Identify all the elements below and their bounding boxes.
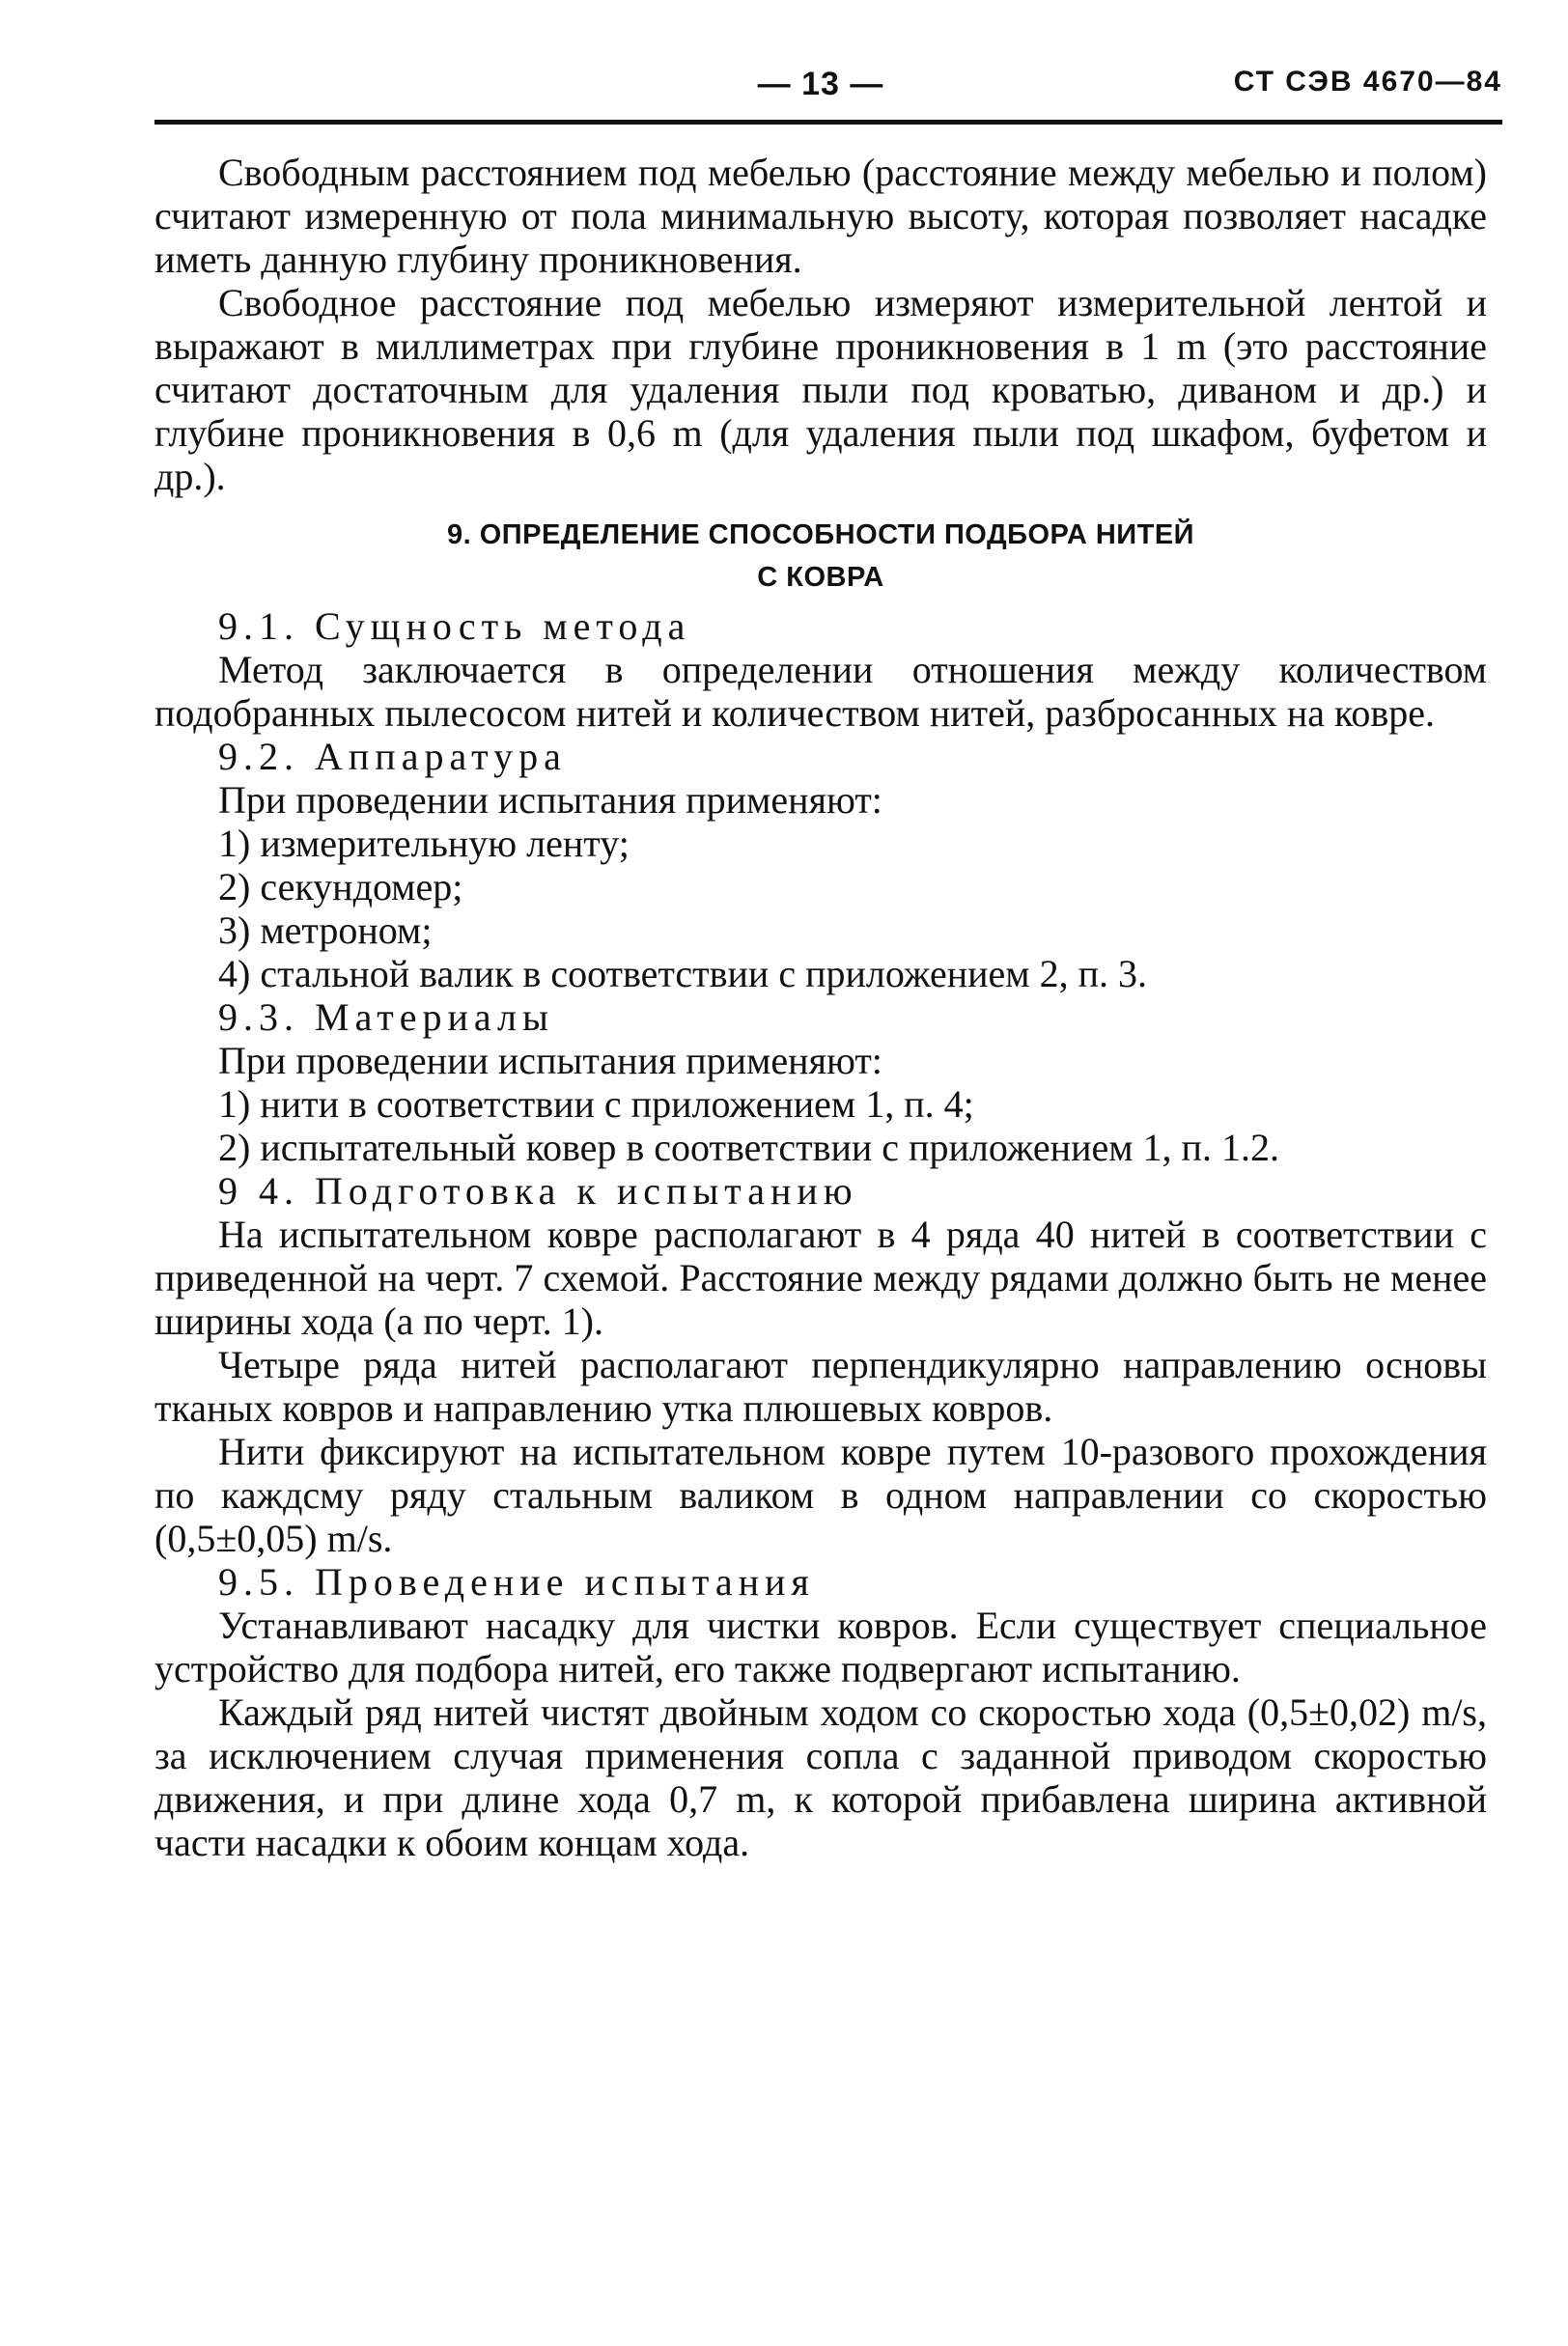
subsection-9-5-paragraph-1: Устанавливают насадку для чистки ковров. Если существует специальное устройство для подбора нитей, его также подвергают испытанию. xyxy=(154,1604,1487,1690)
subsection-9-1-text: Метод заключается в определении отношения между количеством подобранных пылесосом нитей и количеством нитей, разбросанных на ковре. xyxy=(154,648,1487,735)
subsection-9-4-paragraph-3: Нити фиксируют на испытательном ковре путем 10-разового прохождения по каждсму ряду стальным валиком в одном направлении со скоростью (0,5±0,05) m/s. xyxy=(154,1430,1487,1560)
list-item: 3) метроном; xyxy=(218,908,433,952)
document-page xyxy=(154,58,1502,1864)
list-item: 4) стальной валик в соответствии с приложением 2, п. 3. xyxy=(218,952,1148,995)
subsection-9-2-title: 9.2. Аппаратура xyxy=(218,735,567,778)
subsection-9-1-title: 9.1. Сущность метода xyxy=(218,604,691,648)
intro-paragraph-2: Свободное расстояние под мебелью измеряют измерительной лентой и выражают в миллиметрах при глубине проникновения в 1 m (это расстояние считают достаточным для удаления пыли под кроватью, диваном и др.) и глубине проникновения в 0,6 m (для удаления пыли под шкафом, буфетом и др.). xyxy=(154,281,1487,498)
page-number: — 13 — xyxy=(757,66,884,102)
subsection-9-5-title: 9.5. Проведение испытания xyxy=(218,1560,815,1604)
subsection-9-3-intro: При проведении испытания применяют: xyxy=(218,1039,882,1082)
subsection-9-4-title: 9 4. Подготовка к испытанию xyxy=(218,1169,858,1213)
page-header xyxy=(154,58,1502,120)
list-item-wrapped: 2) испытательный ковер в соответствии с приложением 1, п. 1.2. xyxy=(218,1126,1279,1169)
list-item: 1) нити в соответствии с приложением 1, п. 4; xyxy=(218,1082,974,1126)
section-9-heading-line-1: 9. ОПРЕДЕЛЕНИЕ СПОСОБНОСТИ ПОДБОРА НИТЕЙ xyxy=(446,519,1195,550)
subsection-9-3-title: 9.3. Материалы xyxy=(218,995,554,1039)
subsection-9-4-paragraph-2: Четыре ряда нитей располагают перпендикулярно направлению основы тканых ковров и направлению утка плюшевых ковров. xyxy=(154,1343,1487,1430)
subsection-9-5-paragraph-2: Каждый ряд нитей чистят двойным ходом со скоростью хода (0,5±0,02) m/s, за исключением случая применения сопла с заданной приводом скоростью движения, и при длине хода 0,7 m, к которой прибавлена ширина активной части насадки к обоим концам хода. xyxy=(154,1690,1487,1864)
section-9-heading-line-2: С КОВРА xyxy=(757,562,884,593)
subsection-9-4-paragraph-1: На испытательном ковре располагают в 4 ряда 40 нитей в соответствии с приведенной на черт. 7 схемой. Расстояние между рядами должно быть не менее ширины хода (a по черт. 1). xyxy=(154,1213,1487,1343)
list-item: 2) секундомер; xyxy=(218,865,463,908)
section-9-heading xyxy=(154,514,1487,599)
header-rule xyxy=(154,120,1502,125)
list-item: 1) измерительную ленту; xyxy=(218,822,630,865)
intro-paragraph-1: Свободным расстоянием под мебелью (расстояние между мебелью и полом) считают измеренную от пола минимальную высоту, которая позволяет насадке иметь данную глубину проникновения. xyxy=(154,151,1487,281)
subsection-9-2-intro: При проведении испытания применяют: xyxy=(218,778,882,822)
document-body xyxy=(154,151,1487,1864)
document-code: СТ СЭВ 4670—84 xyxy=(1233,66,1502,98)
